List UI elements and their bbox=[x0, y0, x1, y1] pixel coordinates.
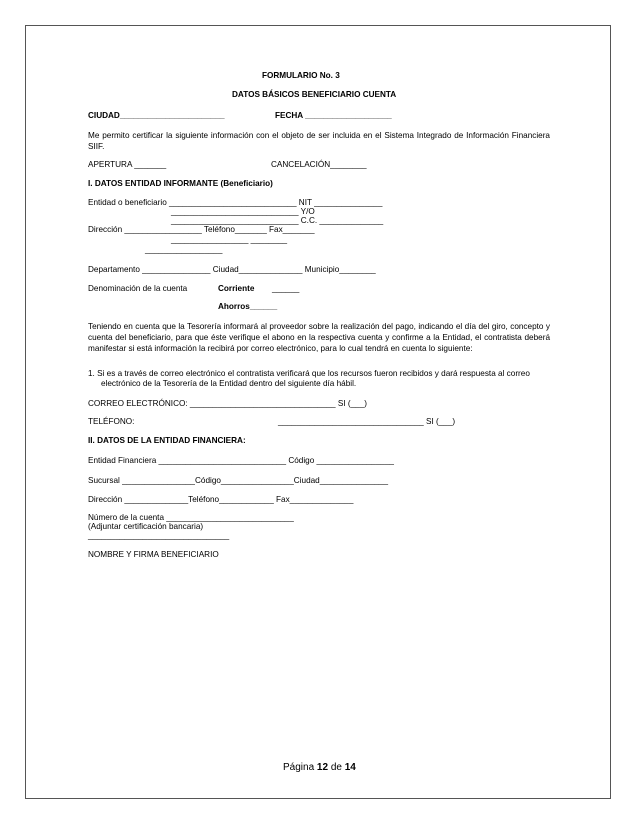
notice-paragraph: Teniendo en cuenta que la Tesorería informará al proveedor sobre la realización del pago, indicando el día del giro, concepto y cuenta del beneficiario, para que éste verifique el abono en la respectiva cuenta y confirme a la Entidad, el contratista deberá manifestar si está información la recibirá por correo electrónico, para lo cual tendrá en cuenta lo siguiente: bbox=[88, 322, 550, 353]
form-title: FORMULARIO No. 3 bbox=[262, 71, 340, 80]
corriente-label: Corriente bbox=[218, 284, 255, 293]
cancelacion-field[interactable]: CANCELACIÓN________ bbox=[271, 160, 367, 169]
adjuntar-note: (Adjuntar certificación bancaria) bbox=[88, 522, 204, 531]
firma-label: NOMBRE Y FIRMA BENEFICIARIO bbox=[88, 550, 219, 559]
direccion-line2[interactable]: _________________ ________ bbox=[171, 235, 288, 244]
form-subtitle: DATOS BÁSICOS BENEFICIARIO CUENTA bbox=[232, 90, 397, 99]
sucursal-field[interactable]: Sucursal ________________Código________________Ciudad_______________ bbox=[88, 476, 389, 485]
ciudad-field[interactable]: CIUDAD_______________________ bbox=[88, 111, 225, 120]
entidad-beneficiario-field[interactable]: Entidad o beneficiario ____________________________ NIT _______________ bbox=[88, 198, 383, 207]
footer-prefix: Página bbox=[283, 762, 317, 773]
section2-heading: II. DATOS DE LA ENTIDAD FINANCIERA: bbox=[88, 436, 246, 445]
apertura-field[interactable]: APERTURA _______ bbox=[88, 160, 167, 169]
footer-total-pages: 14 bbox=[344, 762, 356, 773]
numero-cuenta-field[interactable]: Número de la cuenta ____________________________ bbox=[88, 513, 294, 522]
entidad-financiera-field[interactable]: Entidad Financiera ____________________________ Código _________________ bbox=[88, 456, 394, 465]
notice-item-1: 1. Si es a través de correo electrónico el contratista verificará que los recursos fueron recibidos y dará respuesta al correo bbox=[88, 369, 530, 378]
correo-field[interactable]: CORREO ELECTRÓNICO: ________________________________ SI (___) bbox=[88, 399, 368, 408]
telefono-field[interactable]: ________________________________ SI (___) bbox=[278, 417, 456, 426]
telefono-label: TELÉFONO: bbox=[88, 417, 135, 426]
ahorros-field[interactable]: Ahorros______ bbox=[218, 302, 278, 311]
departamento-field[interactable]: Departamento _______________ Ciudad______________ Municipio________ bbox=[88, 265, 376, 274]
direccion-field[interactable]: Dirección _________________ Teléfono_______ Fax_______ bbox=[88, 225, 315, 234]
firma-line[interactable]: _______________________________ bbox=[88, 531, 230, 540]
cc-field[interactable]: ____________________________ C.C. ______________ bbox=[171, 216, 384, 225]
notice-item-1-cont: electrónico de la Tesorería de la Entidad dentro del siguiente día hábil. bbox=[101, 379, 357, 388]
corriente-field[interactable]: ______ bbox=[272, 284, 300, 293]
denominacion-label: Denominación de la cuenta bbox=[88, 284, 188, 293]
yo-field[interactable]: ____________________________ Y/O bbox=[171, 207, 315, 216]
section1-heading: I. DATOS ENTIDAD INFORMANTE (Beneficiario) bbox=[88, 179, 273, 188]
intro-text: Me permito certificar la siguiente información con el objeto de ser incluida en el Sistema Integrado de Información Financiera SIIF. bbox=[88, 131, 550, 151]
direccion-line3[interactable]: _________________ bbox=[145, 245, 223, 254]
fecha-field[interactable]: FECHA ___________________ bbox=[275, 111, 392, 120]
footer-page-number: 12 bbox=[316, 762, 329, 773]
footer-middle: de bbox=[328, 762, 345, 773]
direccion-financiera-field[interactable]: Dirección ______________Teléfono____________ Fax______________ bbox=[88, 495, 354, 504]
page-footer bbox=[283, 762, 356, 773]
